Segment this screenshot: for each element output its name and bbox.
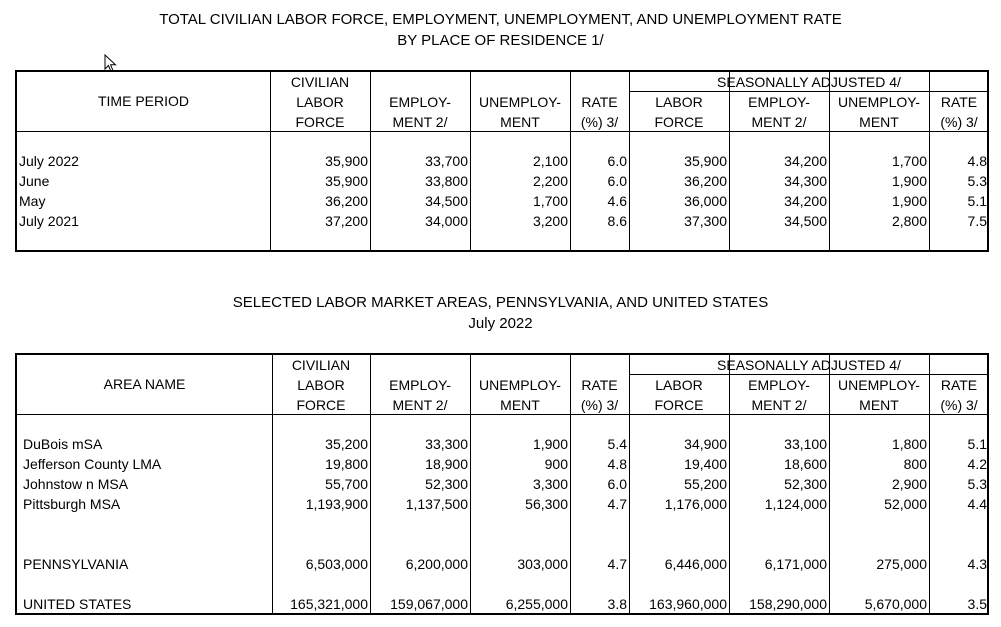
table-cell: 34,900 <box>684 436 727 452</box>
table-cell: 4.3 <box>967 556 987 572</box>
employment-header: EMPLOY- MENT 2/ <box>389 377 451 413</box>
table2-title-line2: July 2022 <box>468 315 533 332</box>
row-label: Pittsburgh MSA <box>23 496 121 512</box>
table-cell: 1,700 <box>532 193 568 209</box>
rate-header: RATE (%) 3/ <box>580 94 619 130</box>
table-cell: 1,193,900 <box>305 496 368 512</box>
table-cell: 4.6 <box>607 193 627 209</box>
civilian-labor-force-header: CIVILIAN LABOR FORCE <box>290 74 350 130</box>
sa-employment-header: EMPLOY- MENT 2/ <box>748 377 810 413</box>
table-cell: 34,300 <box>784 173 827 189</box>
table-cell: 19,800 <box>325 456 368 472</box>
table-cell: 5.3 <box>967 476 987 492</box>
table-cell: 55,700 <box>325 476 368 492</box>
seasonally-adjusted-header: SEASONALLY ADJUSTED 4/ <box>717 74 901 90</box>
table-cell: 52,300 <box>425 476 468 492</box>
table-cell: 36,200 <box>684 173 727 189</box>
table-cell: 33,300 <box>425 436 468 452</box>
sa-rate-header: RATE (%) 3/ <box>940 94 978 130</box>
row-label: Johnstow n MSA <box>23 476 129 492</box>
table-cell: 303,000 <box>517 556 568 572</box>
table-cell: 18,900 <box>425 456 468 472</box>
table-cell: 52,300 <box>784 476 827 492</box>
table-cell: 6.0 <box>607 476 627 492</box>
table-cell: 1,800 <box>891 436 927 452</box>
table-cell: 2,900 <box>891 476 927 492</box>
row-label: Jefferson County LMA <box>23 456 162 472</box>
row-label: June <box>19 173 50 189</box>
table-cell: 1,900 <box>891 193 927 209</box>
sa-unemployment-header: UNEMPLOY- MENT <box>838 377 920 413</box>
table-cell: 6,255,000 <box>505 596 568 612</box>
table-cell: 33,700 <box>425 153 468 169</box>
table-cell: 163,960,000 <box>649 596 727 612</box>
labor-market-areas-table <box>15 353 989 615</box>
table-cell: 4.8 <box>967 153 987 169</box>
table-cell: 6,171,000 <box>764 556 827 572</box>
sa-labor-force-header: LABOR FORCE <box>654 377 704 413</box>
table-cell: 37,200 <box>325 213 368 229</box>
table-cell: 275,000 <box>876 556 927 572</box>
table2-title-line1: SELECTED LABOR MARKET AREAS, PENNSYLVANIA, AND UNITED STATES <box>232 294 769 311</box>
sa-unemployment-header: UNEMPLOY- MENT <box>838 94 920 130</box>
table-cell: 19,400 <box>684 456 727 472</box>
table-cell: 34,200 <box>784 153 827 169</box>
table1-title-line1: TOTAL CIVILIAN LABOR FORCE, EMPLOYMENT, UNEMPLOYMENT, AND UNEMPLOYMENT RATE <box>159 11 842 28</box>
table-cell: 2,800 <box>891 213 927 229</box>
row-label: DuBois mSA <box>23 436 103 452</box>
sa-rate-header: RATE (%) 3/ <box>940 377 978 413</box>
table-cell: 4.4 <box>967 496 987 512</box>
table-cell: 1,137,500 <box>405 496 468 512</box>
rate-header: RATE (%) 3/ <box>580 377 619 413</box>
table-cell: 34,000 <box>425 213 468 229</box>
table-cell: 1,900 <box>891 173 927 189</box>
table-cell: 56,300 <box>525 496 568 512</box>
table-cell: 2,200 <box>532 173 568 189</box>
labor-force-table <box>15 70 989 252</box>
table-cell: 6.0 <box>607 153 627 169</box>
table-cell: 8.6 <box>607 213 627 229</box>
table-cell: 18,600 <box>784 456 827 472</box>
unemployment-header: UNEMPLOY- MENT <box>479 377 561 413</box>
table-cell: 3,300 <box>532 476 568 492</box>
table-cell: 55,200 <box>684 476 727 492</box>
table-cell: 5.1 <box>967 436 987 452</box>
row-label: PENNSYLVANIA <box>23 556 129 572</box>
table-cell: 5.1 <box>967 193 987 209</box>
unemployment-header: UNEMPLOY- MENT <box>479 94 561 130</box>
table-cell: 165,321,000 <box>290 596 368 612</box>
table-cell: 52,000 <box>884 496 927 512</box>
table-cell: 34,500 <box>784 213 827 229</box>
table-cell: 35,900 <box>684 153 727 169</box>
table-cell: 7.5 <box>967 213 987 229</box>
civilian-labor-force-header: CIVILIAN LABOR FORCE <box>291 357 351 413</box>
table-cell: 2,100 <box>532 153 568 169</box>
table-cell: 1,700 <box>891 153 927 169</box>
table-cell: 4.8 <box>607 456 627 472</box>
table-cell: 6,503,000 <box>305 556 368 572</box>
table-cell: 159,067,000 <box>390 596 468 612</box>
table-cell: 37,300 <box>684 213 727 229</box>
table-cell: 4.2 <box>967 456 987 472</box>
table-cell: 5,670,000 <box>864 596 927 612</box>
table2-title <box>0 292 1001 334</box>
table-cell: 35,900 <box>325 173 368 189</box>
table-cell: 5.4 <box>607 436 627 452</box>
row-label: UNITED STATES <box>23 596 132 612</box>
table1-title <box>0 9 1001 51</box>
sa-labor-force-header: LABOR FORCE <box>654 94 704 130</box>
table-cell: 1,900 <box>532 436 568 452</box>
table-cell: 35,200 <box>325 436 368 452</box>
table-cell: 33,800 <box>425 173 468 189</box>
employment-header: EMPLOY- MENT 2/ <box>389 94 451 130</box>
table-cell: 33,100 <box>784 436 827 452</box>
table-cell: 5.3 <box>967 173 987 189</box>
table-cell: 158,290,000 <box>749 596 827 612</box>
table-cell: 34,500 <box>425 193 468 209</box>
area-name-header: AREA NAME <box>103 376 186 392</box>
table-cell: 6,446,000 <box>664 556 727 572</box>
table-cell: 36,200 <box>325 193 368 209</box>
table-cell: 6,200,000 <box>405 556 468 572</box>
table-cell: 3.5 <box>967 596 987 612</box>
table-cell: 1,176,000 <box>664 496 727 512</box>
table-cell: 4.7 <box>607 496 627 512</box>
table-cell: 3.8 <box>607 596 627 612</box>
table-cell: 6.0 <box>607 173 627 189</box>
table-cell: 4.7 <box>607 556 627 572</box>
table-cell: 3,200 <box>532 213 568 229</box>
table-cell: 34,200 <box>784 193 827 209</box>
table-cell: 800 <box>903 456 927 472</box>
table-cell: 35,900 <box>325 153 368 169</box>
table-cell: 900 <box>544 456 568 472</box>
row-label: July 2021 <box>19 213 79 229</box>
table-cell: 36,000 <box>684 193 727 209</box>
seasonally-adjusted-header: SEASONALLY ADJUSTED 4/ <box>717 357 901 373</box>
row-label: July 2022 <box>19 153 79 169</box>
table-cell: 1,124,000 <box>764 496 827 512</box>
table1-title-line2: BY PLACE OF RESIDENCE 1/ <box>397 32 604 49</box>
row-label: May <box>19 193 46 209</box>
sa-employment-header: EMPLOY- MENT 2/ <box>748 94 810 130</box>
time-period-header: TIME PERIOD <box>97 93 189 109</box>
